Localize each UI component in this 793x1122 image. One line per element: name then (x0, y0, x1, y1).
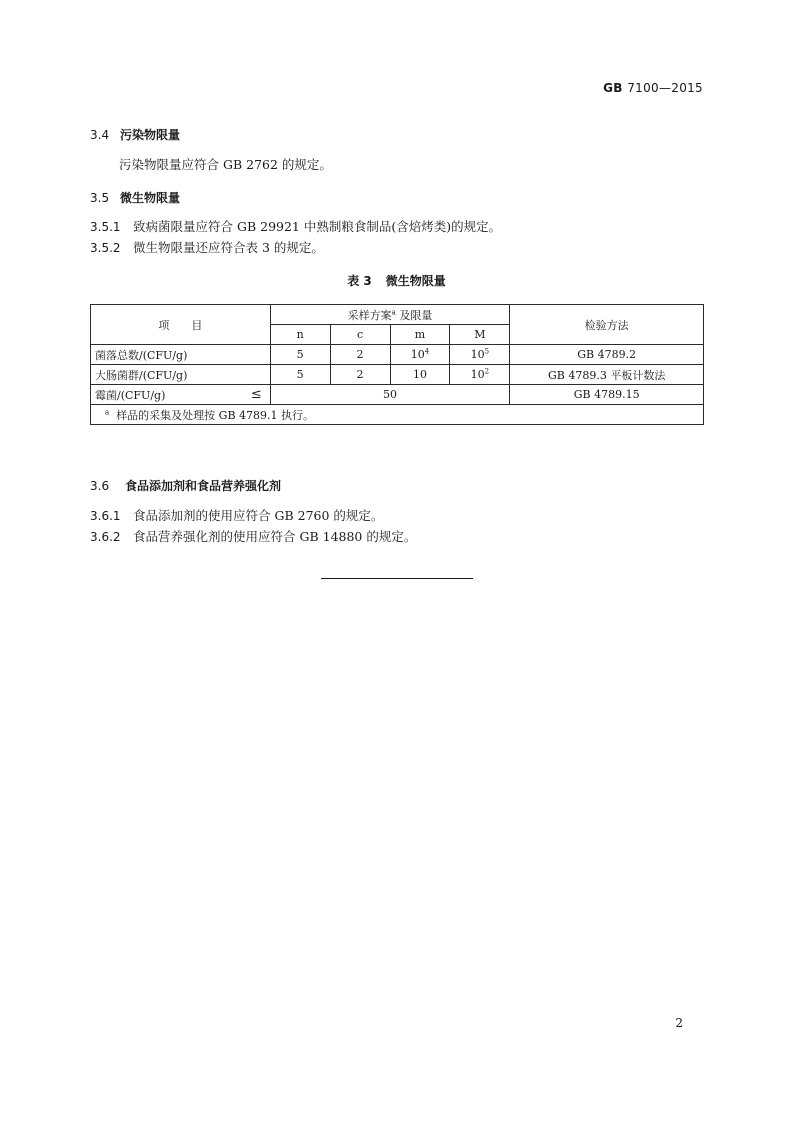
section-title: 污染物限量 (120, 128, 181, 142)
section-3-6-heading (90, 477, 281, 494)
header-test-method: 检验方法 (510, 305, 704, 345)
section-3-6-2 (90, 529, 416, 545)
subheader-c: c (330, 325, 390, 345)
row-item: 大肠菌群/(CFU/g) (91, 365, 271, 385)
standard-code: 7100—2015 (627, 81, 703, 95)
row-m: $10^4$ (390, 345, 450, 365)
table-header-row (91, 305, 704, 325)
section-3-6-1 (90, 508, 383, 524)
section-3-4-heading (90, 126, 180, 143)
clause-text: 食品营养强化剂的使用应符合 GB 14880 的规定。 (133, 529, 417, 544)
row-method: GB 4789.2 (510, 345, 704, 365)
clause-number: 3.6.2 (90, 530, 121, 544)
row-c: 2 (330, 345, 390, 365)
section-number: 3.4 (90, 128, 110, 142)
table-row (91, 365, 704, 385)
end-rule (321, 578, 473, 579)
section-3-4-body: 污染物限量应符合 GB 2762 的规定。 (119, 157, 332, 172)
section-3-5-2 (90, 240, 324, 256)
row-m: 10 (390, 365, 450, 385)
row-M: $10^5$ (450, 345, 510, 365)
table-row (91, 345, 704, 365)
section-3-5-heading (90, 189, 180, 206)
table-caption: 微生物限量 (385, 274, 446, 288)
table-footnote-row (91, 405, 704, 425)
row-method: GB 4789.15 (510, 385, 704, 405)
microbial-limits-table (90, 304, 704, 425)
table-number: 表 3 (347, 274, 372, 288)
row-item: 菌落总数/(CFU/g) (91, 345, 271, 365)
header-item: 项 目 (91, 305, 271, 345)
section-3-5-1 (90, 219, 501, 235)
standard-prefix: GB (603, 81, 623, 95)
clause-number: 3.5.1 (90, 220, 121, 234)
row-method: GB 4789.3 平板计数法 (510, 365, 704, 385)
section-number: 3.6 (90, 479, 110, 493)
section-title: 食品添加剂和食品营养强化剂 (125, 479, 282, 493)
clause-number: 3.5.2 (90, 241, 121, 255)
section-number: 3.5 (90, 191, 110, 205)
table-row-mold (91, 385, 704, 405)
row-n: 5 (270, 345, 330, 365)
row-n: 5 (270, 365, 330, 385)
row-M: $10^2$ (450, 365, 510, 385)
clause-number: 3.6.1 (90, 509, 121, 523)
page-number: 2 (675, 1016, 683, 1030)
clause-text: 食品添加剂的使用应符合 GB 2760 的规定。 (133, 508, 384, 523)
table-footnote: $^a$ 样品的采集及处理按 GB 4789.1 执行。 (91, 405, 704, 425)
subheader-M: M (450, 325, 510, 345)
header-sampling-plan: 采样方案$^a$ 及限量 (270, 305, 510, 325)
row-mold-value: 50 (270, 385, 510, 405)
section-title: 微生物限量 (120, 191, 181, 205)
clause-text: 微生物限量还应符合表 3 的规定。 (133, 240, 324, 255)
row-item: 霉菌/(CFU/g) ≤ (91, 385, 271, 405)
clause-text: 致病菌限量应符合 GB 29921 中熟制粮食制品(含焙烤类)的规定。 (133, 219, 502, 234)
subheader-m: m (390, 325, 450, 345)
table-title (0, 272, 793, 289)
standard-header (603, 81, 703, 95)
subheader-n: n (270, 325, 330, 345)
less-equal-sign: ≤ (250, 387, 262, 402)
row-c: 2 (330, 365, 390, 385)
